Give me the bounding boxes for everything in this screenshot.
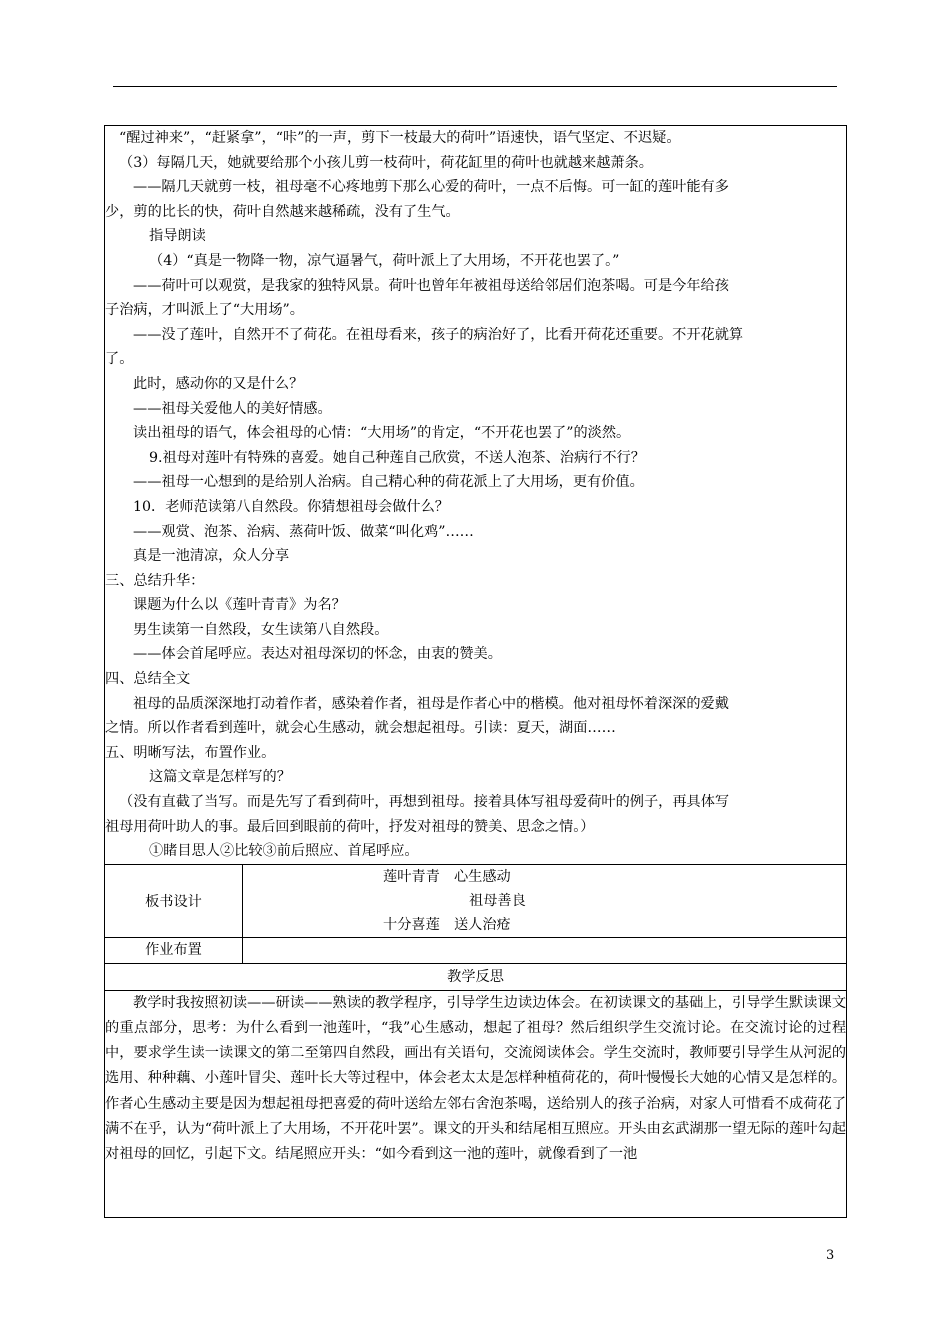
- text-line: ——祖母关爱他人的美好情感。: [133, 400, 332, 417]
- text-line: ——隔几天就剪一枝，祖母毫不心疼地剪下那么心爱的荷叶，一点不后悔。可一缸的莲叶能有多: [133, 179, 729, 196]
- lesson-table: [104, 125, 847, 1218]
- text-line: 读出祖母的语气，体会祖母的心情：“大用场”的肯定，“不开花也罢了”的淡然。: [133, 425, 631, 442]
- board-line: 十分喜莲 送人治疮: [383, 916, 511, 933]
- board-line: 莲叶青青 心生感动: [383, 868, 511, 885]
- board-design-label: 板书设计: [105, 864, 243, 937]
- text-line: 这篇文章是怎样写的？: [149, 769, 291, 786]
- text-line: 此时，感动你的又是什么？: [133, 375, 304, 392]
- text-line: 课题为什么以《莲叶青青》为名？: [133, 597, 346, 614]
- content-row: [105, 126, 847, 865]
- reflection-row: [105, 990, 847, 1217]
- text-line: 少，剪的比长的快，荷叶自然越来越稀疏，没有了生气。: [105, 203, 460, 220]
- text-line: ——没了莲叶，自然开不了荷花。在祖母看来，孩子的病治好了，比看开荷花还重要。不开花就算: [133, 326, 744, 343]
- text-line: 之情。所以作者看到莲叶，就会心生感动，就会想起祖母。引读：夏天，湖面……: [105, 720, 616, 737]
- reflection-content: [105, 990, 847, 1217]
- board-design-content: [243, 864, 847, 937]
- reflection-text: 教学时我按照初读——研读——熟读的教学程序，引导学生边读边体会。在初读课文的基础上，引导学生默读课文的重点部分，思考：为什么看到一池莲叶，“我”心生感动，想起了祖母？然后组织学生交流讨论。在交流讨论的过程中，要求学生读一读课文的第二至第四自然段，画出有关语句，交流阅读体会。学生交流时，教师要引导学生从河泥的选用、种种藕、小莲叶冒尖、莲叶长大等过程中，体会老太太是怎样种植荷花的，荷叶慢慢长大她的心情又是怎样的。作者心生感动主要是因为想起祖母把喜爱的荷叶送给左邻右舍泡茶喝，送给别人的孩子治病，对家人可惜看不成荷花了满不在乎，认为“荷叶派上了大用场，不开花叶罢”。课文的开头和结尾相互照应。开头由玄武湖那一望无际的莲叶勾起对祖母的回忆，引起下文。结尾照应开头：“如今看到这一池的莲叶，就像看到了一池: [105, 994, 847, 1163]
- text-line: （没有直截了当写。而是先写了看到荷叶，再想到祖母。接着具体写祖母爱荷叶的例子，再具体写: [119, 794, 730, 811]
- page-number: 3: [826, 1248, 835, 1263]
- section-heading: 三、总结升华：: [105, 572, 205, 589]
- text-line: ——观赏、泡茶、治病、蒸荷叶饭、做菜“叫化鸡”……: [133, 523, 474, 540]
- text-line: 男生读第一自然段，女生读第八自然段。: [133, 621, 389, 638]
- text-line: （4）“真是一物降一物，凉气逼暑气，荷叶派上了大用场，不开花也罢了。”: [149, 252, 620, 269]
- text-line: ①睹目思人②比较③前后照应、首尾呼应。: [149, 843, 419, 860]
- reflection-heading-row: [105, 963, 847, 990]
- text-line: ——祖母一心想到的是给别人治病。自己精心种的荷花派上了大用场，更有价值。: [133, 474, 644, 491]
- text-line: 10．老师范读第八自然段。你猜想祖母会做什么？: [133, 498, 449, 515]
- text-line: 子治病，才叫派上了“大用场”。: [105, 302, 304, 319]
- homework-label: 作业布置: [105, 937, 243, 963]
- section-heading: 四、总结全文: [105, 671, 191, 688]
- text-line: 祖母的品质深深地打动着作者，感染着作者，祖母是作者心中的楷模。他对祖母怀着深深的爱戴: [133, 695, 729, 712]
- section-heading: 五、明晰写法，布置作业。: [105, 744, 276, 761]
- text-line: 了。: [105, 351, 134, 368]
- text-line: “醒过神来”，“赶紧拿”，“咔”的一声，剪下一枝最大的荷叶”语速快，语气坚定、不迟疑。: [119, 130, 681, 146]
- text-line: ——体会首尾呼应。表达对祖母深切的怀念，由衷的赞美。: [133, 646, 502, 663]
- homework-row: [105, 937, 847, 963]
- header-rule: [113, 86, 837, 87]
- homework-content: [243, 937, 847, 963]
- reflection-heading: 教学反思: [105, 963, 847, 990]
- lesson-content: [105, 126, 847, 865]
- text-line: （3）每隔几天，她就要给那个小孩儿剪一枝荷叶，荷花缸里的荷叶也就越来越萧条。: [119, 154, 653, 171]
- text-line: 指导朗读: [149, 228, 206, 245]
- board-line: 祖母善良: [469, 892, 526, 909]
- text-line: ——荷叶可以观赏，是我家的独特风景。荷叶也曾年年被祖母送给邻居们泡茶喝。可是今年给孩: [133, 277, 729, 294]
- text-line: 祖母用荷叶助人的事。最后回到眼前的荷叶，抒发对祖母的赞美、思念之情。）: [105, 818, 595, 835]
- text-line: 9.祖母对莲叶有特殊的喜爱。她自己种莲自己欣赏，不送人泡茶、治病行不行？: [149, 449, 645, 466]
- board-design-row: [105, 864, 847, 937]
- text-line: 真是一池清凉，众人分享: [133, 548, 290, 565]
